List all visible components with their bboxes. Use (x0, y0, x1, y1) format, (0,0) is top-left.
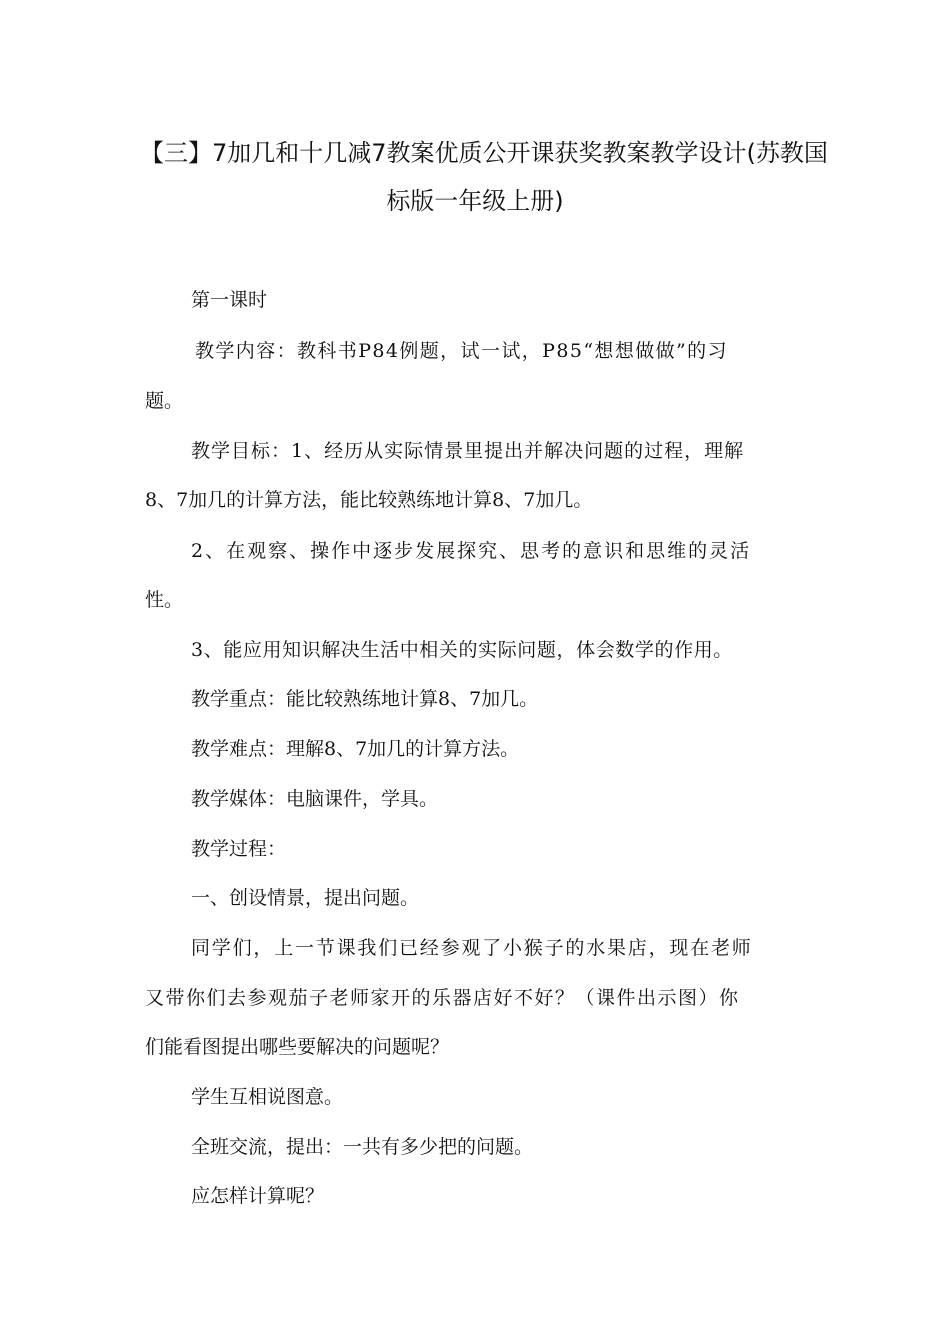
paragraph-line: 同学们，上一节课我们已经参观了小猴子的水果店，现在老师 (191, 937, 753, 959)
paragraph-line: 教学媒体：电脑课件，学具。 (191, 788, 439, 810)
paragraph-line: 教学目标：1、经历从实际情景里提出并解决问题的过程，理解 (191, 440, 745, 462)
paragraph-line: 应怎样计算呢？ (191, 1185, 325, 1207)
paragraph-line: 又带你们去参观茄子老师家开的乐器店好不好？（课件出示图）你 (145, 987, 740, 1009)
paragraph-line: 性。 (145, 589, 184, 611)
paragraph-line: 3、能应用知识解决生活中相关的实际问题，体会数学的作用。 (191, 639, 733, 661)
paragraph-line: 教学内容：教科书P84例题，试一试，P85“想想做做”的习 (195, 340, 728, 362)
paragraph-line: 题。 (145, 390, 184, 412)
paragraph-line: 8、7加几的计算方法，能比较熟练地计算8、7加几。 (145, 489, 593, 511)
paragraph-line: 一、创设情景，提出问题。 (191, 887, 420, 909)
paragraph-line: 教学过程： (191, 838, 287, 860)
paragraph-line: 2、在观察、操作中逐步发展探究、思考的意识和思维的灵活 (191, 540, 752, 562)
paragraph-line: 教学难点：理解8、7加几的计算方法。 (191, 738, 520, 760)
document-title-line-2: 标版一年级上册) (386, 187, 564, 215)
paragraph-line: 们能看图提出哪些要解决的问题呢？ (145, 1036, 450, 1058)
paragraph-line: 学生互相说图意。 (191, 1086, 344, 1108)
paragraph-line: 教学重点：能比较熟练地计算8、7加几。 (191, 688, 539, 710)
document-title-line-1: 【三】7加几和十几减7教案优质公开课获奖教案教学设计(苏教国 (140, 139, 828, 167)
paragraph-line: 全班交流，提出：一共有多少把的问题。 (191, 1136, 534, 1158)
paragraph-line: 第一课时 (191, 289, 268, 311)
